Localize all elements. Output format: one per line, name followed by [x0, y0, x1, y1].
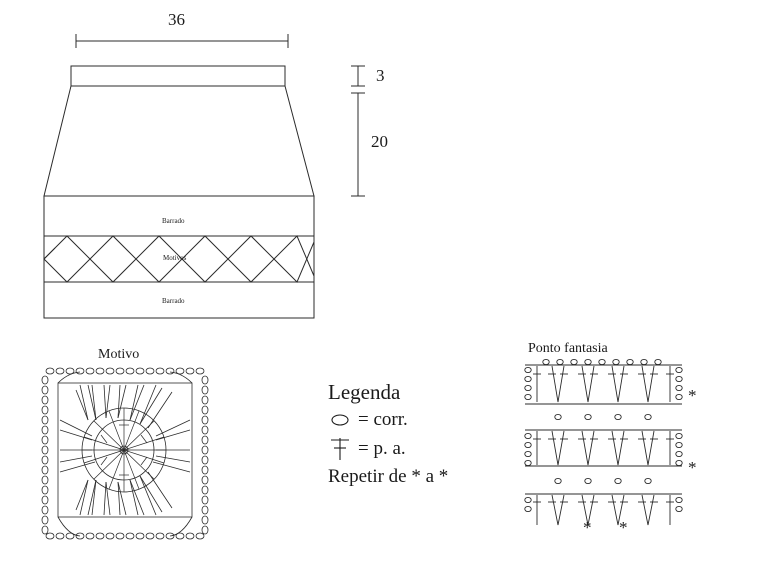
skirt-body: [44, 86, 314, 196]
width-dimension: [76, 34, 288, 48]
motifs-label: Motivos: [163, 254, 187, 262]
waistband-dimension: [351, 66, 365, 86]
stitch-inter-row-chains: [555, 414, 651, 483]
band-bottom-label: Barrado: [162, 297, 185, 305]
chain-stitch-icon: [332, 415, 348, 425]
stitch-left-chain-column: [525, 367, 531, 511]
stitch-marker-bottom-right: *: [619, 518, 628, 537]
skirt-waistband: [71, 66, 285, 86]
body-height-label: 20: [371, 132, 388, 151]
legend-item-doublecrochet-text: = p. a.: [358, 438, 406, 459]
stitch-marker-bottom-left: *: [583, 518, 592, 537]
motif-inner-square: [58, 383, 192, 517]
band-top-label: Barrado: [162, 217, 185, 225]
legend-repeat-note: Repetir de * a *: [328, 466, 449, 487]
stitch-top-chain-row: [543, 359, 661, 364]
motif-center-ring: [82, 408, 166, 492]
motif-corner-arcs: [58, 372, 192, 536]
legend-title: Legenda: [328, 380, 401, 404]
motif-radial-stitches-top: [76, 385, 172, 428]
stitch-row-2-shells: [533, 431, 674, 465]
motif-caption: Motivo: [98, 347, 140, 362]
legend-item-chain-text: = corr.: [358, 409, 408, 430]
double-crochet-icon: [331, 438, 349, 460]
stitch-right-chain-column: [676, 367, 682, 511]
stitch-pattern-caption: Ponto fantasia: [528, 341, 608, 356]
motif-radial-stitches-sides: [60, 420, 190, 472]
motif-outer-chain-round: [42, 368, 208, 539]
waistband-height-label: 3: [376, 66, 385, 85]
stitch-marker-right-top: *: [688, 386, 697, 405]
stitch-marker-right-bottom: *: [688, 458, 697, 477]
stitch-row-1-shells: [533, 366, 674, 402]
body-dimension: [351, 93, 365, 196]
stitch-row-baselines: [525, 365, 682, 494]
motif-radial-stitches-bottom: [76, 472, 172, 515]
skirt-width-label: 36: [168, 10, 185, 29]
stitch-row-3-shells: [533, 495, 674, 525]
